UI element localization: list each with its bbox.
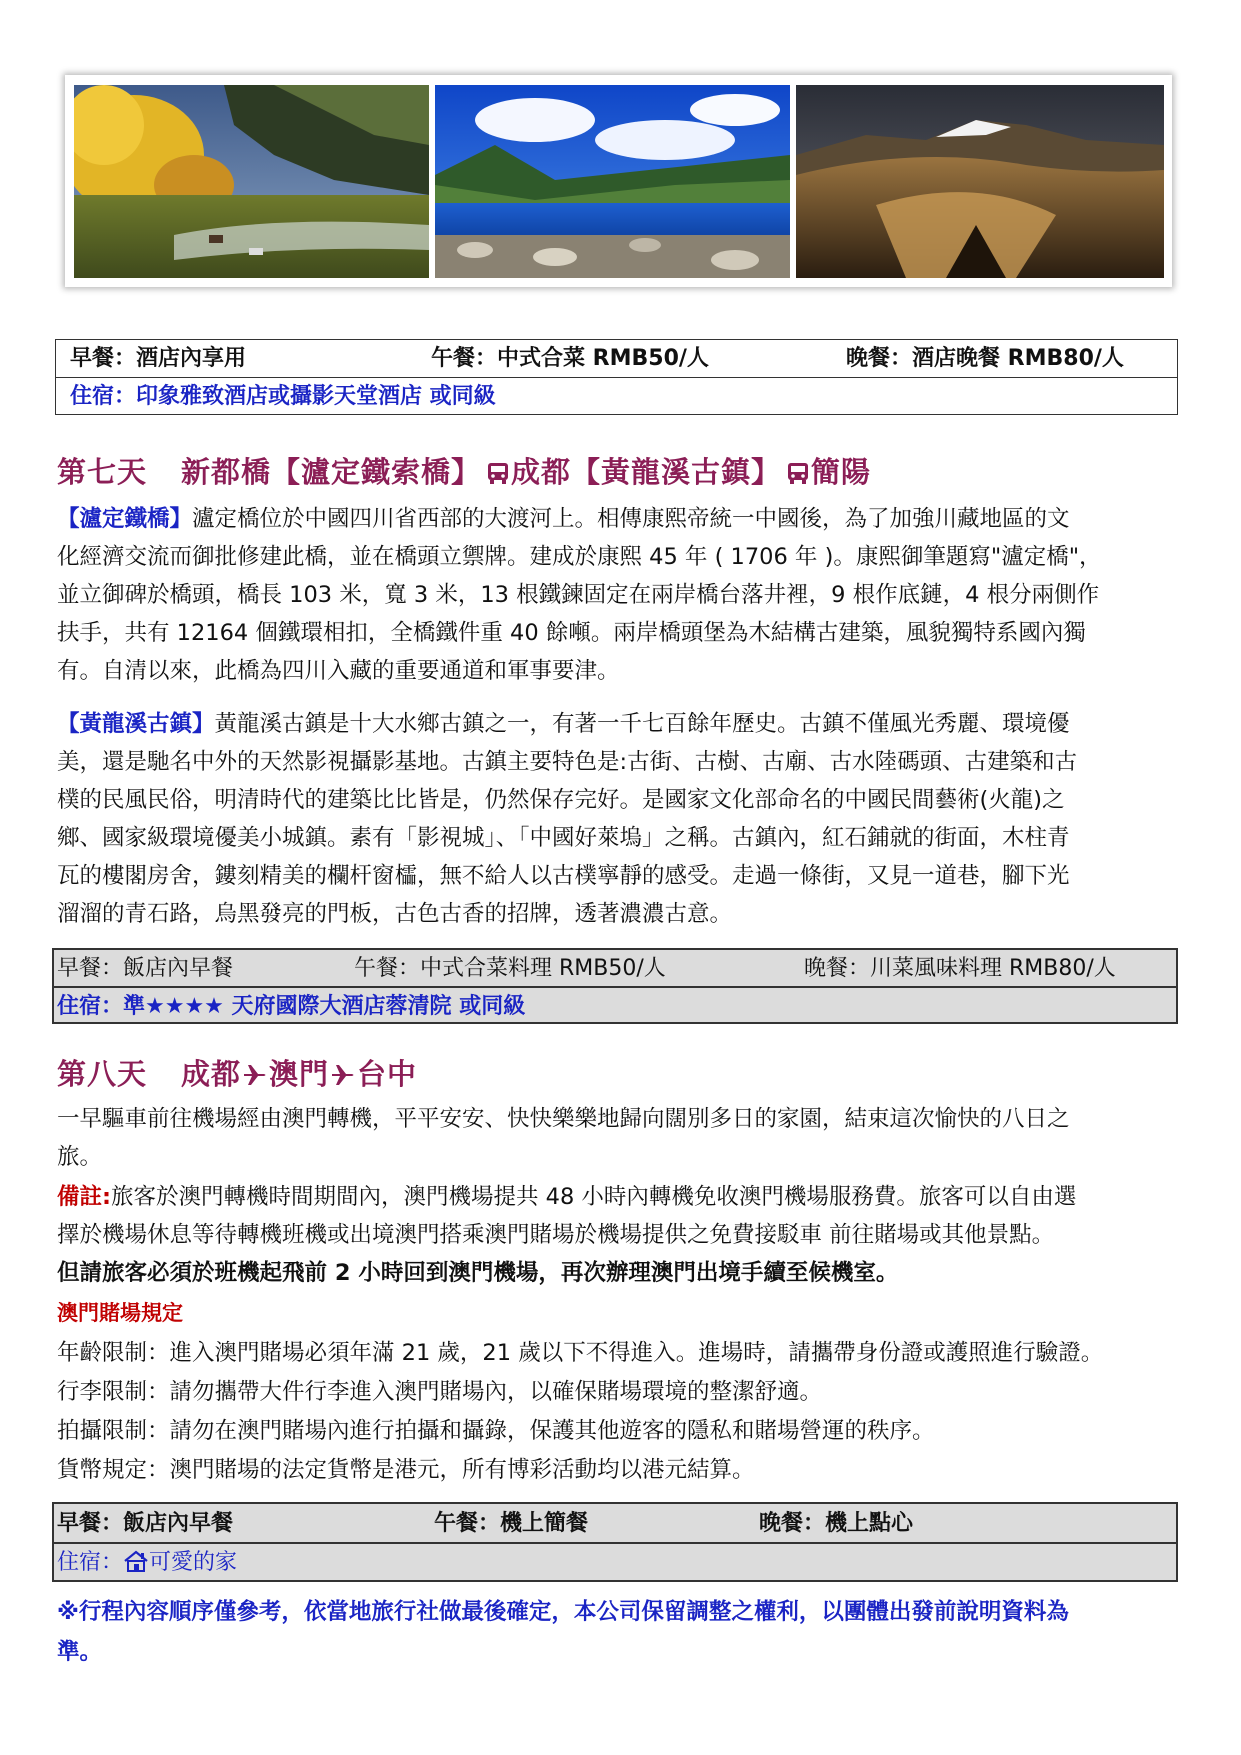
- breakfast-cell: 早餐：飯店內早餐: [57, 1511, 234, 1536]
- rule-item: 拍攝限制：請勿在澳門賭場內進行拍攝和攝錄，保護其他遊客的隱私和賭場營運的秩序。: [57, 1418, 935, 1444]
- lodging-row: [56, 378, 1177, 416]
- text-line: 擇於機場休息等待轉機班機或出境澳門搭乘澳門賭場於機場提供之免費接駁車 前往賭場或其他景點。: [57, 1222, 1055, 1248]
- meal-row: [54, 1504, 1176, 1544]
- lunch-cell: 午餐：機上簡餐: [434, 1511, 589, 1536]
- airplane-icon: [331, 1063, 355, 1087]
- text-line: 並立御碑於橋頭，橋長 103 米，寬 3 米，13 根鐵鍊固定在兩岸橋台落井裡，9 根作底鏈，4 根分兩側作: [57, 582, 1100, 608]
- day8-route-3: 台中: [357, 1057, 418, 1091]
- day8-route-2: 澳門: [269, 1057, 330, 1091]
- day7-route-1: 新都橋【瀘定鐵索橋】: [181, 455, 482, 489]
- note-label: 備註:: [57, 1184, 111, 1210]
- text-line: 瓦的樓閣房舍，鏤刻精美的欄杆窗櫺，無不給人以古樸寧靜的感受。走過一條街，又見一道巷，腳下光: [57, 863, 1070, 889]
- bus-icon: [787, 461, 809, 485]
- lodging-cell: 住宿：印象雅致酒店或攝影天堂酒店 或同級: [70, 384, 496, 409]
- bus-icon: [487, 461, 509, 485]
- day7-meal-table: [52, 948, 1178, 1024]
- day7-heading: [57, 450, 871, 491]
- text-line: 溜溜的青石路，烏黑發亮的門板，古色古香的招牌，透著濃濃古意。: [57, 901, 733, 927]
- transit-note: [57, 1178, 1187, 1292]
- autumn-meadow-photo: [74, 85, 429, 278]
- rule-item: 年齡限制：進入澳門賭場必須年滿 21 歲，21 歲以下不得進入。進場時，請攜帶身份證或護照進行驗證。: [57, 1340, 1104, 1366]
- lodging-cell: 住宿：準★★★★ 天府國際大酒店蓉清院 或同級: [57, 994, 526, 1019]
- text-line: 化經濟交流而御批修建此橋，並在橋頭立禦牌。建成於康熙 45 年 ( 1706 年 )。康熙御筆題寫"瀘定橋"，: [57, 544, 1102, 570]
- lunch-cell: 午餐：中式合菜料理 RMB50/人: [354, 956, 666, 981]
- rule-item: 貨幣規定：澳門賭場的法定貨幣是港元，所有博彩活動均以港元結算。: [57, 1457, 755, 1483]
- footer-disclaimer: [57, 1592, 1187, 1672]
- day8-route-1: 成都: [181, 1057, 242, 1091]
- dinner-cell: 晚餐：酒店晚餐 RMB80/人: [846, 346, 1124, 371]
- photo-strip: [65, 75, 1172, 287]
- huanglongxi-paragraph: [57, 705, 1187, 933]
- lodging-row: [54, 1544, 1176, 1582]
- lodging-row: [54, 988, 1176, 1026]
- text-line: 扶手，共有 12164 個鐵環相扣，全橋鐵件重 40 餘噸。兩岸橋頭堡為木結構古建築，風貌獨特系國內獨: [57, 620, 1086, 646]
- day7-route-3: 簡陽: [811, 455, 872, 489]
- day8-label: 第八天: [57, 1057, 148, 1091]
- meal-row: [54, 950, 1176, 988]
- luding-title: 【瀘定鐵橋】: [57, 506, 193, 532]
- meal-row: [56, 340, 1177, 378]
- breakfast-cell: 早餐：酒店內享用: [70, 346, 247, 371]
- text-line: ※行程內容順序僅參考，依當地旅行社做最後確定，本公司保留調整之權利，以團體出發前說明資料為: [57, 1599, 1069, 1625]
- home-icon: [123, 1549, 149, 1573]
- dinner-cell: 晚餐：機上點心: [759, 1511, 914, 1536]
- text-line: 鄉、國家級環境優美小城鎮。素有「影視城」、「中國好萊塢」之稱。古鎮內，紅石鋪就的街面，木柱青: [57, 825, 1070, 851]
- alpine-lake-photo: [435, 85, 790, 278]
- airplane-icon: [243, 1063, 267, 1087]
- casino-rules-title: 澳門賭場規定: [57, 1301, 183, 1325]
- text-line: 一早驅車前往機場經由澳門轉機，平平安安、快快樂樂地歸向闊別多日的家園，結束這次愉快的八日之: [57, 1106, 1070, 1132]
- casino-rules-list: [57, 1334, 1187, 1490]
- day6-meal-table: [55, 339, 1178, 415]
- text-line: 備註:旅客於澳門轉機時間期間內，澳門機場提共 48 小時內轉機免收澳門機場服務費。旅客可以自由選: [57, 1184, 1077, 1210]
- day7-route-2: 成都【黃龍溪古鎮】: [511, 455, 782, 489]
- dinner-cell: 晚餐：川菜風味料理 RMB80/人: [804, 956, 1116, 981]
- text-line: 旅。: [57, 1144, 103, 1170]
- lodging-cell: 住宿： 可愛的家: [57, 1550, 238, 1575]
- huanglong-title: 【黃龍溪古鎮】: [57, 711, 215, 737]
- rule-item: 行李限制：請勿攜帶大件行李進入澳門賭場內，以確保賭場環境的整潔舒適。: [57, 1379, 823, 1405]
- text-line: 【黃龍溪古鎮】黃龍溪古鎮是十大水鄉古鎮之一，有著一千七百餘年歷史。古鎮不僅風光秀麗、環境優: [57, 711, 1070, 737]
- day8-heading: [57, 1052, 417, 1093]
- bold-warning: 但請旅客必須於班機起飛前 2 小時回到澳門機場，再次辦理澳門出境手續至候機室。: [57, 1260, 899, 1286]
- mountain-valley-photo: [796, 85, 1164, 278]
- text-line: 樸的民風民俗，明清時代的建築比比皆是，仍然保存完好。是國家文化部命名的中國民間藝術(火龍)之: [57, 787, 1065, 813]
- text-line: 【瀘定鐵橋】瀘定橋位於中國四川省西部的大渡河上。相傳康熙帝統一中國後，為了加強川藏地區的文: [57, 506, 1070, 532]
- text-line: 準。: [57, 1639, 103, 1665]
- day8-meal-table: [52, 1502, 1178, 1582]
- luding-bridge-paragraph: [57, 500, 1187, 690]
- breakfast-cell: 早餐：飯店內早餐: [57, 956, 234, 981]
- day7-label: 第七天: [57, 455, 148, 489]
- text-line: 有。自清以來，此橋為四川入藏的重要通道和軍事要津。: [57, 658, 620, 684]
- lunch-cell: 午餐：中式合菜 RMB50/人: [431, 346, 709, 371]
- text-line: 美，還是馳名中外的天然影視攝影基地。古鎮主要特色是:古街、古樹、古廟、古水陸碼頭、古建築和古: [57, 749, 1078, 775]
- day8-intro: [57, 1100, 1187, 1176]
